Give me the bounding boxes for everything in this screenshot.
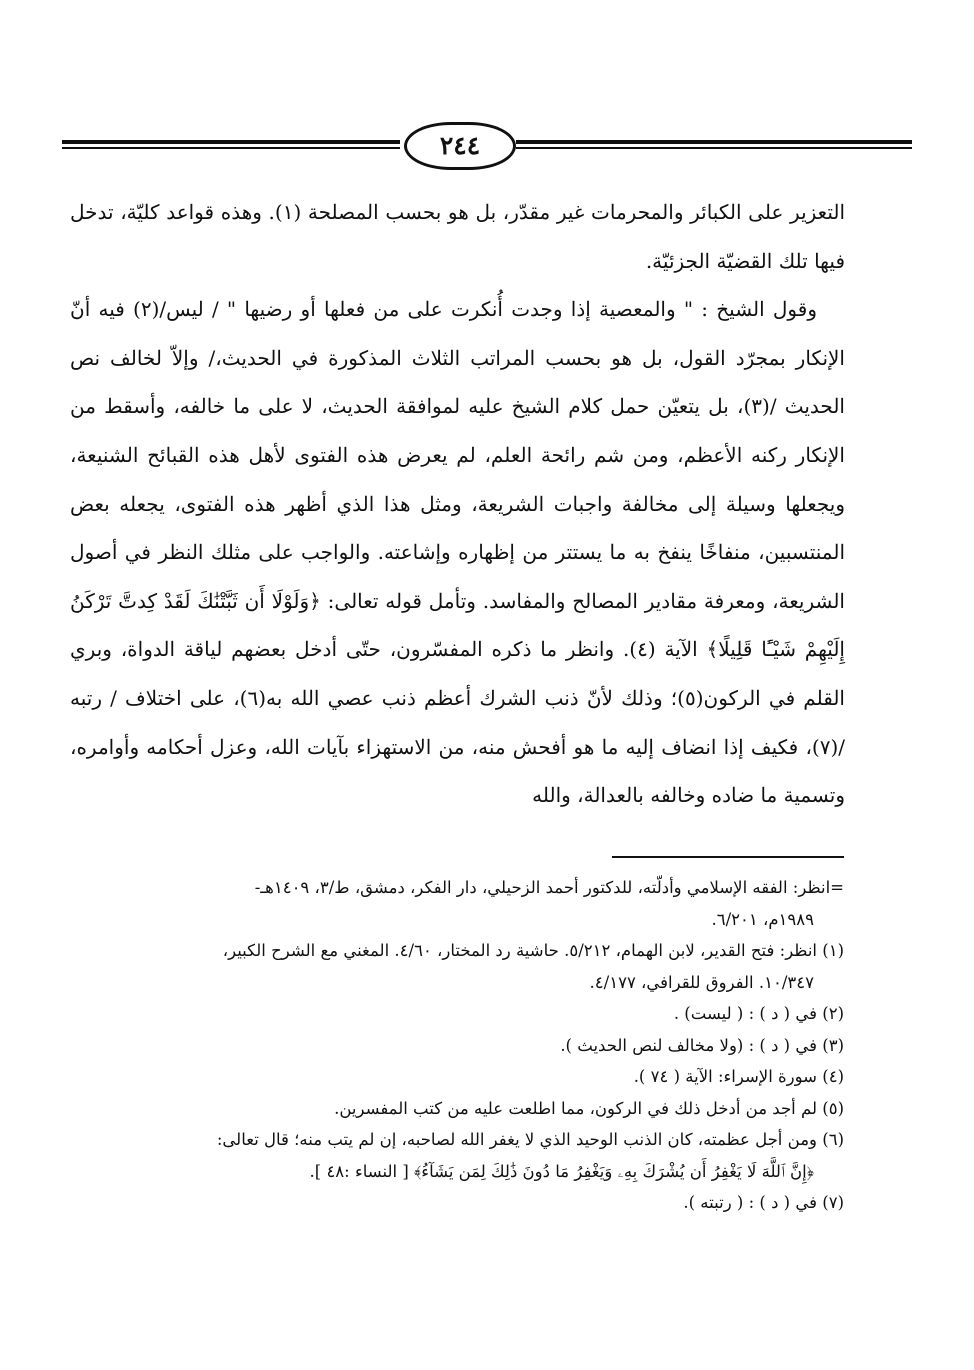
footnotes xyxy=(66,872,844,1219)
page-header xyxy=(62,118,912,170)
footnote-continuation: =انظر: الفقه الإسلامي وأدلّته، للدكتور أحمد الزحيلي، دار الفكر، دمشق، ط/٣، ١٤٠٩هـ- xyxy=(254,878,844,897)
footnote-7: (٧) في ( د ) : ( رتبته ). xyxy=(683,1193,844,1212)
footnote-1-cont: ١٠/٣٤٧. الفروق للقرافي، ٤/١٧٧. xyxy=(589,972,814,992)
footnote-divider xyxy=(612,856,844,858)
header-rule-left xyxy=(62,140,400,152)
page-number: ٢٤٤ xyxy=(404,122,516,170)
footnote-1: (١) انظر: فتح القدير، لابن الهمام، ٥/٢١٢. حاشية رد المختار، ٤/٦٠. المغني مع الشرح الكبير، xyxy=(222,941,844,960)
footnote-continuation: ١٩٨٩م، ٦/٢٠١. xyxy=(711,909,814,929)
footnote-2: (٢) في ( د ) : ( ليست) . xyxy=(673,1004,844,1023)
footnote-5: (٥) لم أجد من أدخل ذلك في الركون، مما اطلعت عليه من كتب المفسرين. xyxy=(334,1098,844,1118)
footnote-3: (٣) في ( د ) : (ولا مخالف لنص الحديث ). xyxy=(560,1035,844,1055)
footnote-4: (٤) سورة الإسراء: الآية ( ٧٤ ). xyxy=(633,1067,844,1086)
footnote-6: (٦) ومن أجل عظمته، كان الذنب الوحيد الذي لا يغفر الله لصاحبه، إن لم يتب منه؛ قال تعالى: xyxy=(216,1130,844,1149)
main-text xyxy=(70,188,845,820)
paragraph: وقول الشيخ : " والمعصية إذا وجدت أُنكرت على من فعلها أو رضيها " / ليس/(٢) فيه أنّ الإنكار بمجرّد القول، بل هو بحسب المراتب الثلاث المذكورة في الحديث،/ وإلاّ لخالف نص الحديث /(٣)، بل يتعيّن حمل كلام الشيخ عليه لموافقة الحديث، لا على ما خالفه، وأسقط من الإنكار ركنه الأعظم، ومن شم رائحة العلم، لم يعرض هذه الفتوى لأهل هذه القبائح الشنيعة، ويجعلها وسيلة إلى مخالفة واجبات الشريعة، ومثل هذا الذي أظهر هذه الفتوى، يجعله بعض المنتسبين، منفاخًا ينفخ به ما يستتر من إظهاره وإشاعته. والواجب على مثلك النظر في أصول الشريعة، ومعرفة مقادير المصالح والمفاسد. وتأمل قوله تعالى: ﴿وَلَوْلَا أَن ثَبَّتْنَٰكَ لَقَدْ كِدتَّ تَرْكَنُ إِلَيْهِمْ شَيْـًٔا قَلِيلًا﴾ الآية (٤). وانظر ما ذكره المفسّرون، حتّى أدخل بعضهم لياقة الدواة، وبري القلم في الركون(٥)؛ وذلك لأنّ ذنب الشرك أعظم ذنب عصي الله به(٦)، على اختلاف / رتبه /(٧)، فكيف إذا انضاف إليه ما هو أفحش منه، من الاستهزاء بآيات الله، وعزل أحكامه وأوامره، وتسمية ما ضاده وخالفه بالعدالة، والله xyxy=(70,297,845,808)
header-rule-right xyxy=(516,140,912,152)
paragraph: التعزير على الكبائر والمحرمات غير مقدّر، بل هو بحسب المصلحة (١). وهذه قواعد كليّة، تدخل فيها تلك القضيّة الجزئيّة. xyxy=(70,200,846,273)
footnote-6-verse: ﴿إِنَّ ٱللَّهَ لَا يَغْفِرُ أَن يُشْرَكَ بِهِۦ وَيَغْفِرُ مَا دُونَ ذَٰلِكَ لِمَن يَشَآءُ﴾ [ النساء :٤٨ ]. xyxy=(309,1161,814,1181)
